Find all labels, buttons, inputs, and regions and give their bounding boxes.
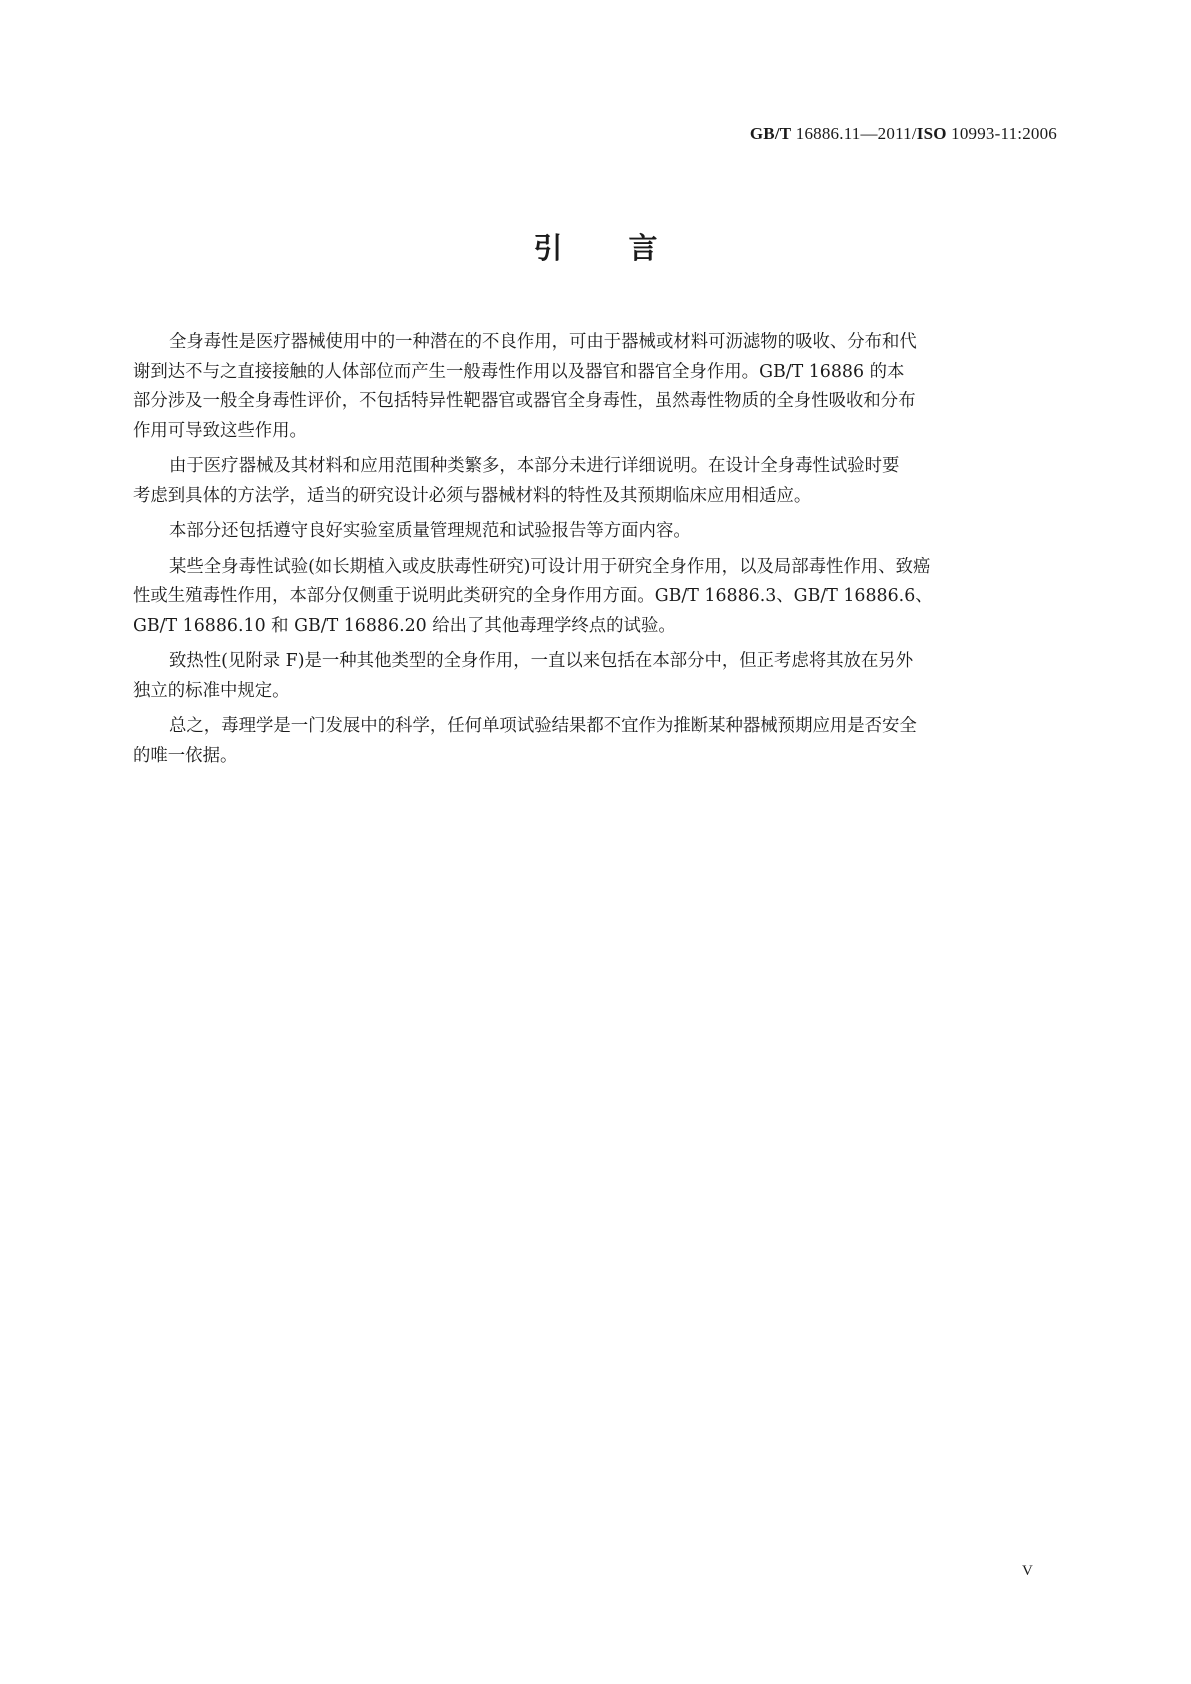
standard-number: 16886.11—2011/ [791, 124, 917, 143]
paragraph-line: 本部分还包括遵守良好实验室质量管理规范和试验报告等方面内容。 [169, 521, 691, 541]
paragraph-line: 谢到达不与之直接接触的人体部位而产生一般毒性作用以及器官和器官全身作用。GB/T 16886 的本 [133, 361, 905, 382]
paragraph-line: 总之，毒理学是一门发展中的科学，任何单项试验结果都不宜作为推断某种器械预期应用是否安全 [169, 716, 917, 736]
paragraph-line: 的唯一依据。 [133, 745, 238, 766]
paragraph-line: 致热性(见附录 F)是一种其他类型的全身作用，一直以来包括在本部分中，但正考虑将其放在另外 [169, 651, 914, 671]
paragraph-6 [133, 712, 1057, 771]
paragraph-line: 某些全身毒性试验(如长期植入或皮肤毒性研究)可设计用于研究全身作用，以及局部毒性作用、致癌 [169, 556, 931, 577]
standard-prefix-iso: ISO [916, 124, 947, 143]
paragraph-line: 性或生殖毒性作用，本部分仅侧重于说明此类研究的全身作用方面。GB/T 16886.3、GB/T 16886.6、 [133, 586, 933, 606]
body-text [133, 328, 1057, 777]
paragraph-1 [133, 328, 1057, 446]
iso-number: 10993-11:2006 [946, 124, 1057, 143]
paragraph-line: 由于医疗器械及其材料和应用范围种类繁多，本部分未进行详细说明。在设计全身毒性试验时要 [169, 456, 900, 476]
paragraph-line: 考虑到具体的方法学，适当的研究设计必须与器械材料的特性及其预期临床应用相适应。 [133, 485, 812, 506]
paragraph-line: 作用可导致这些作用。 [133, 420, 307, 441]
standard-prefix-gbt: GB/T [749, 124, 792, 143]
paragraph-line: 全身毒性是医疗器械使用中的一种潜在的不良作用，可由于器械或材料可沥滤物的吸收、分布和代 [169, 332, 917, 352]
paragraph-4 [133, 553, 1057, 642]
page-number: V [1022, 1563, 1033, 1579]
paragraph-line: GB/T 16886.10 和 GB/T 16886.20 给出了其他毒理学终点的试验。 [133, 615, 676, 636]
paragraph-line: 部分涉及一般全身毒性评价，不包括特异性靶器官或器官全身毒性，虽然毒性物质的全身性吸收和分布 [133, 391, 916, 411]
paragraph-3 [133, 517, 1057, 547]
paragraph-2 [133, 452, 1057, 511]
page-title: 引言 [533, 231, 724, 265]
paragraph-line: 独立的标准中规定。 [133, 680, 290, 701]
standard-header [750, 124, 1057, 144]
paragraph-5 [133, 647, 1057, 706]
